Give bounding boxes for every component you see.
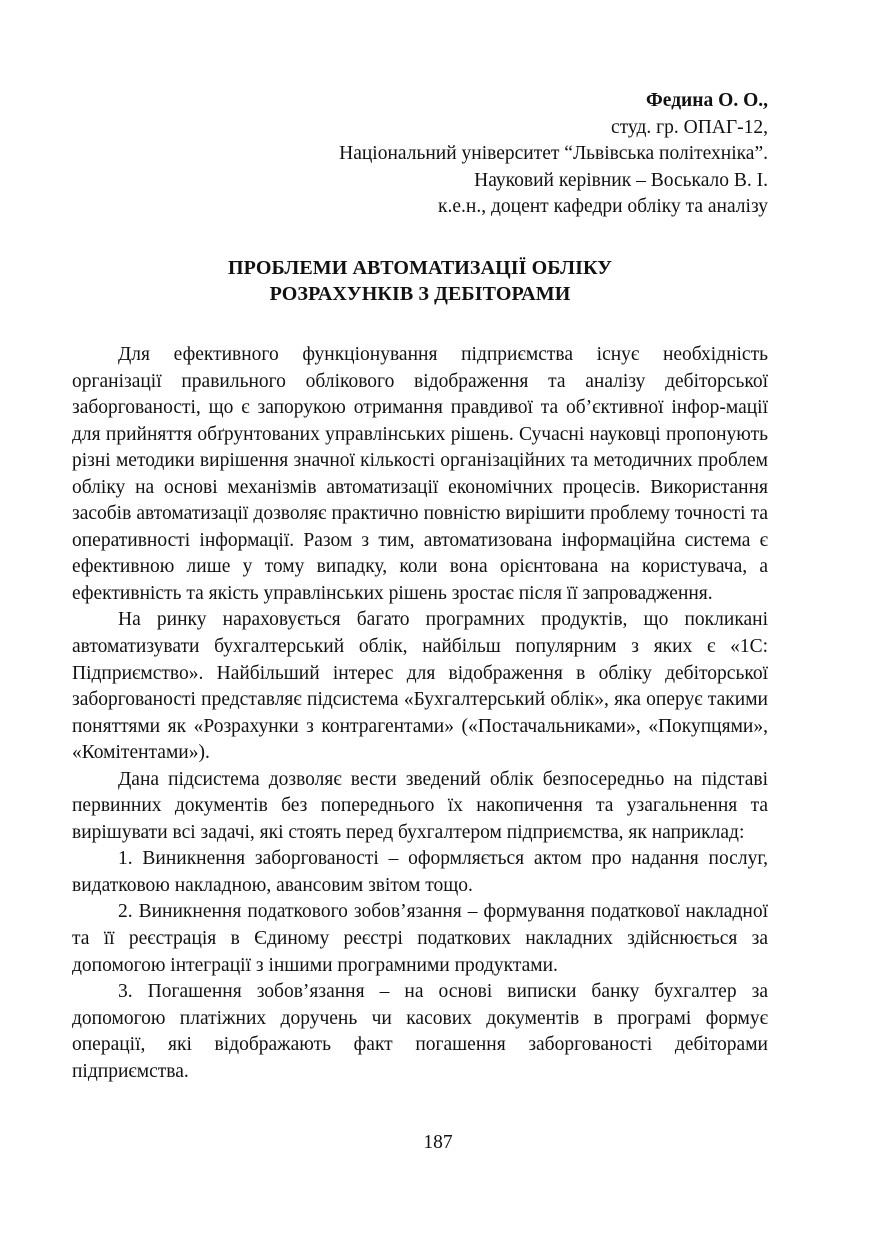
author-group: студ. гр. ОПАГ-12, (611, 116, 768, 138)
paragraph-1: Для ефективного функціонування підприємства існує необхідність організації правильного облікового відображення та аналізу дебіторської заборгованості, що є запорукою отримання правдивої та об’єктивної інфор-мації для прийняття обґрунтованих управлінських рішень. Сучасні науковці пропонують різні методики вирішення значної кількості організаційних та методичних проблем обліку на основі механізмів автоматизації економічних процесів. Використання засобів автоматизації дозволяє практично повністю вирішити проблему точності та оперативності інформації. Разом з тим, автоматизована інформаційна система є ефективною лише у тому випадку, коли вона орієнтована на користувача, а ефективність та якість управлінських рішень зростає після її запровадження. (72, 343, 768, 604)
document-page (72, 88, 768, 1085)
author-block (72, 88, 768, 221)
article-title (72, 255, 768, 308)
title-line-2: РОЗРАХУНКІВ З ДЕБІТОРАМИ (269, 283, 571, 306)
author-university: Національний університет “Львівська політехніка”. (339, 143, 768, 165)
list-item-1: 1. Виникнення заборгованості – оформляється актом про надання послуг, видатковою накладною, авансовим звітом тощо. (72, 848, 768, 896)
author-name: Федина О. О., (646, 90, 768, 111)
paragraph-3: Дана підсистема дозволяє вести зведений облік безпосередньо на підставі первинних документів без попереднього їх накопичення та узагальнення та вирішувати всі задачі, які стоять перед бухгалтером підприємства, як наприклад: (72, 768, 768, 843)
article-body (72, 342, 768, 1085)
supervisor-title: к.е.н., доцент кафедри обліку та аналізу (438, 196, 768, 218)
paragraph-2: На ринку нараховується багато програмних продуктів, що покликані автоматизувати бухгалтерський облік, найбільш популярним з яких є «1С: Підприємство». Найбільший інтерес для відображення в обліку дебіторської заборгованості представляє підсистема «Бухгалтерський облік», яка оперує такими поняттями як «Розрахунки з контрагентами» («Постачальниками», «Покупцями», «Комітентами»). (72, 609, 768, 764)
list-item-2: 2. Виникнення податкового зобов’язання – формування податкової накладної та її реєстрація в Єдиному реєстрі податкових накладних здійснюється за допомогою інтеграції з іншими програмними продуктами. (72, 901, 768, 976)
page-number: 187 (423, 1132, 453, 1153)
list-item-3: 3. Погашення зобов’язання – на основі виписки банку бухгалтер за допомогою платіжних доручень чи касових документів в програмі формує операції, які відображають факт погашення заборгованості дебіторами підприємства. (72, 981, 768, 1082)
supervisor: Науковий керівник – Воськало В. І. (474, 169, 768, 191)
title-line-1: ПРОБЛЕМИ АВТОМАТИЗАЦІЇ ОБЛІКУ (228, 256, 612, 279)
